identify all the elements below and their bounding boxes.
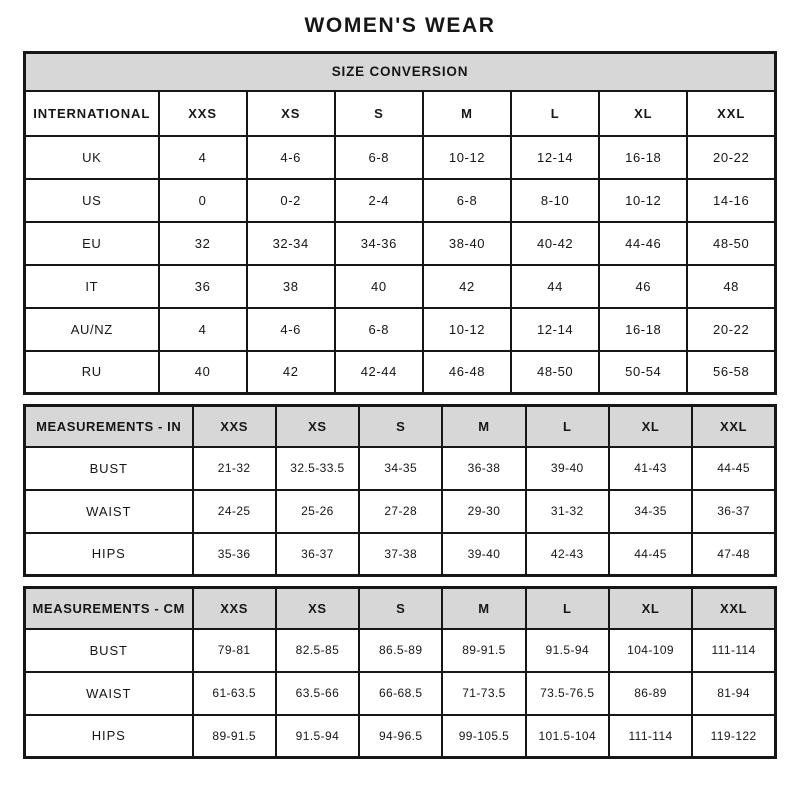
value-cell: 6-8 [335, 136, 423, 179]
value-cell: 0 [159, 179, 247, 222]
size-column-header: XXL [692, 406, 775, 447]
value-cell: 20-22 [687, 308, 775, 351]
value-cell: 79-81 [193, 629, 276, 672]
data-row [25, 265, 776, 308]
row-label: RU [25, 351, 159, 394]
value-cell: 42-43 [526, 533, 609, 576]
value-cell: 111-114 [692, 629, 775, 672]
value-cell: 2-4 [335, 179, 423, 222]
size-column-header: M [442, 406, 525, 447]
row-label: WAIST [25, 672, 193, 715]
value-cell: 111-114 [609, 715, 692, 758]
value-cell: 42 [423, 265, 511, 308]
value-cell: 44-45 [692, 447, 775, 490]
value-cell: 31-32 [526, 490, 609, 533]
value-cell: 34-36 [335, 222, 423, 265]
value-cell: 40 [159, 351, 247, 394]
value-cell: 61-63.5 [193, 672, 276, 715]
data-row [25, 672, 776, 715]
value-cell: 42 [247, 351, 335, 394]
value-cell: 66-68.5 [359, 672, 442, 715]
data-row [25, 136, 776, 179]
size-column-header: L [526, 588, 609, 629]
value-cell: 8-10 [511, 179, 599, 222]
value-cell: 35-36 [193, 533, 276, 576]
size-column-header: L [511, 91, 599, 136]
measurements-in-table [23, 404, 777, 577]
value-cell: 25-26 [276, 490, 359, 533]
size-column-header: XXL [687, 91, 775, 136]
value-cell: 27-28 [359, 490, 442, 533]
value-cell: 40 [335, 265, 423, 308]
row-label: BUST [25, 629, 193, 672]
value-cell: 4 [159, 136, 247, 179]
size-column-header: XXL [692, 588, 775, 629]
value-cell: 4-6 [247, 136, 335, 179]
size-column-header: XL [609, 588, 692, 629]
data-row [25, 490, 776, 533]
value-cell: 40-42 [511, 222, 599, 265]
size-column-header: S [335, 91, 423, 136]
row-label: EU [25, 222, 159, 265]
data-row [25, 351, 776, 394]
data-row [25, 715, 776, 758]
size-column-header: XL [599, 91, 687, 136]
value-cell: 89-91.5 [193, 715, 276, 758]
size-column-header: XXS [159, 91, 247, 136]
row-label-header: MEASUREMENTS - IN [25, 406, 193, 447]
data-row [25, 629, 776, 672]
value-cell: 119-122 [692, 715, 775, 758]
data-row [25, 179, 776, 222]
page-title: WOMEN'S WEAR [304, 14, 496, 37]
size-column-header: S [359, 406, 442, 447]
value-cell: 6-8 [335, 308, 423, 351]
value-cell: 24-25 [193, 490, 276, 533]
value-cell: 56-58 [687, 351, 775, 394]
value-cell: 32.5-33.5 [276, 447, 359, 490]
value-cell: 104-109 [609, 629, 692, 672]
size-column-header: XL [609, 406, 692, 447]
data-row [25, 222, 776, 265]
size-column-header: M [442, 588, 525, 629]
value-cell: 32 [159, 222, 247, 265]
value-cell: 91.5-94 [276, 715, 359, 758]
value-cell: 47-48 [692, 533, 775, 576]
table-banner-row [25, 53, 776, 91]
data-row [25, 447, 776, 490]
value-cell: 89-91.5 [442, 629, 525, 672]
value-cell: 4-6 [247, 308, 335, 351]
size-column-header: XXS [193, 588, 276, 629]
table-banner-title: SIZE CONVERSION [25, 53, 776, 91]
value-cell: 71-73.5 [442, 672, 525, 715]
value-cell: 91.5-94 [526, 629, 609, 672]
size-column-header: XS [276, 588, 359, 629]
value-cell: 4 [159, 308, 247, 351]
size-conversion-table [23, 51, 777, 395]
value-cell: 36 [159, 265, 247, 308]
value-cell: 48-50 [511, 351, 599, 394]
value-cell: 34-35 [359, 447, 442, 490]
size-column-header: L [526, 406, 609, 447]
size-column-header: M [423, 91, 511, 136]
row-label: AU/NZ [25, 308, 159, 351]
header-row [25, 91, 776, 136]
row-label: UK [25, 136, 159, 179]
value-cell: 12-14 [511, 308, 599, 351]
size-column-header: XS [276, 406, 359, 447]
row-label: WAIST [25, 490, 193, 533]
row-label: HIPS [25, 715, 193, 758]
value-cell: 99-105.5 [442, 715, 525, 758]
value-cell: 37-38 [359, 533, 442, 576]
value-cell: 12-14 [511, 136, 599, 179]
value-cell: 101.5-104 [526, 715, 609, 758]
size-column-header: XS [247, 91, 335, 136]
value-cell: 21-32 [193, 447, 276, 490]
data-row [25, 308, 776, 351]
row-label: HIPS [25, 533, 193, 576]
row-label-header: INTERNATIONAL [25, 91, 159, 136]
value-cell: 14-16 [687, 179, 775, 222]
value-cell: 48 [687, 265, 775, 308]
value-cell: 6-8 [423, 179, 511, 222]
value-cell: 73.5-76.5 [526, 672, 609, 715]
value-cell: 20-22 [687, 136, 775, 179]
value-cell: 38 [247, 265, 335, 308]
value-cell: 39-40 [442, 533, 525, 576]
value-cell: 44-45 [609, 533, 692, 576]
value-cell: 39-40 [526, 447, 609, 490]
size-column-header: XXS [193, 406, 276, 447]
value-cell: 36-37 [276, 533, 359, 576]
value-cell: 94-96.5 [359, 715, 442, 758]
size-column-header: S [359, 588, 442, 629]
value-cell: 36-37 [692, 490, 775, 533]
row-label: IT [25, 265, 159, 308]
value-cell: 32-34 [247, 222, 335, 265]
value-cell: 44-46 [599, 222, 687, 265]
value-cell: 41-43 [609, 447, 692, 490]
value-cell: 29-30 [442, 490, 525, 533]
header-row [25, 588, 776, 629]
row-label-header: MEASUREMENTS - CM [25, 588, 193, 629]
value-cell: 34-35 [609, 490, 692, 533]
value-cell: 10-12 [599, 179, 687, 222]
measurements-cm-table [23, 586, 777, 759]
value-cell: 46-48 [423, 351, 511, 394]
header-row [25, 406, 776, 447]
value-cell: 38-40 [423, 222, 511, 265]
value-cell: 86-89 [609, 672, 692, 715]
value-cell: 36-38 [442, 447, 525, 490]
value-cell: 0-2 [247, 179, 335, 222]
value-cell: 46 [599, 265, 687, 308]
row-label: BUST [25, 447, 193, 490]
value-cell: 10-12 [423, 136, 511, 179]
value-cell: 16-18 [599, 308, 687, 351]
value-cell: 10-12 [423, 308, 511, 351]
value-cell: 48-50 [687, 222, 775, 265]
value-cell: 86.5-89 [359, 629, 442, 672]
value-cell: 81-94 [692, 672, 775, 715]
row-label: US [25, 179, 159, 222]
value-cell: 42-44 [335, 351, 423, 394]
value-cell: 50-54 [599, 351, 687, 394]
data-row [25, 533, 776, 576]
value-cell: 16-18 [599, 136, 687, 179]
value-cell: 82.5-85 [276, 629, 359, 672]
value-cell: 44 [511, 265, 599, 308]
value-cell: 63.5-66 [276, 672, 359, 715]
